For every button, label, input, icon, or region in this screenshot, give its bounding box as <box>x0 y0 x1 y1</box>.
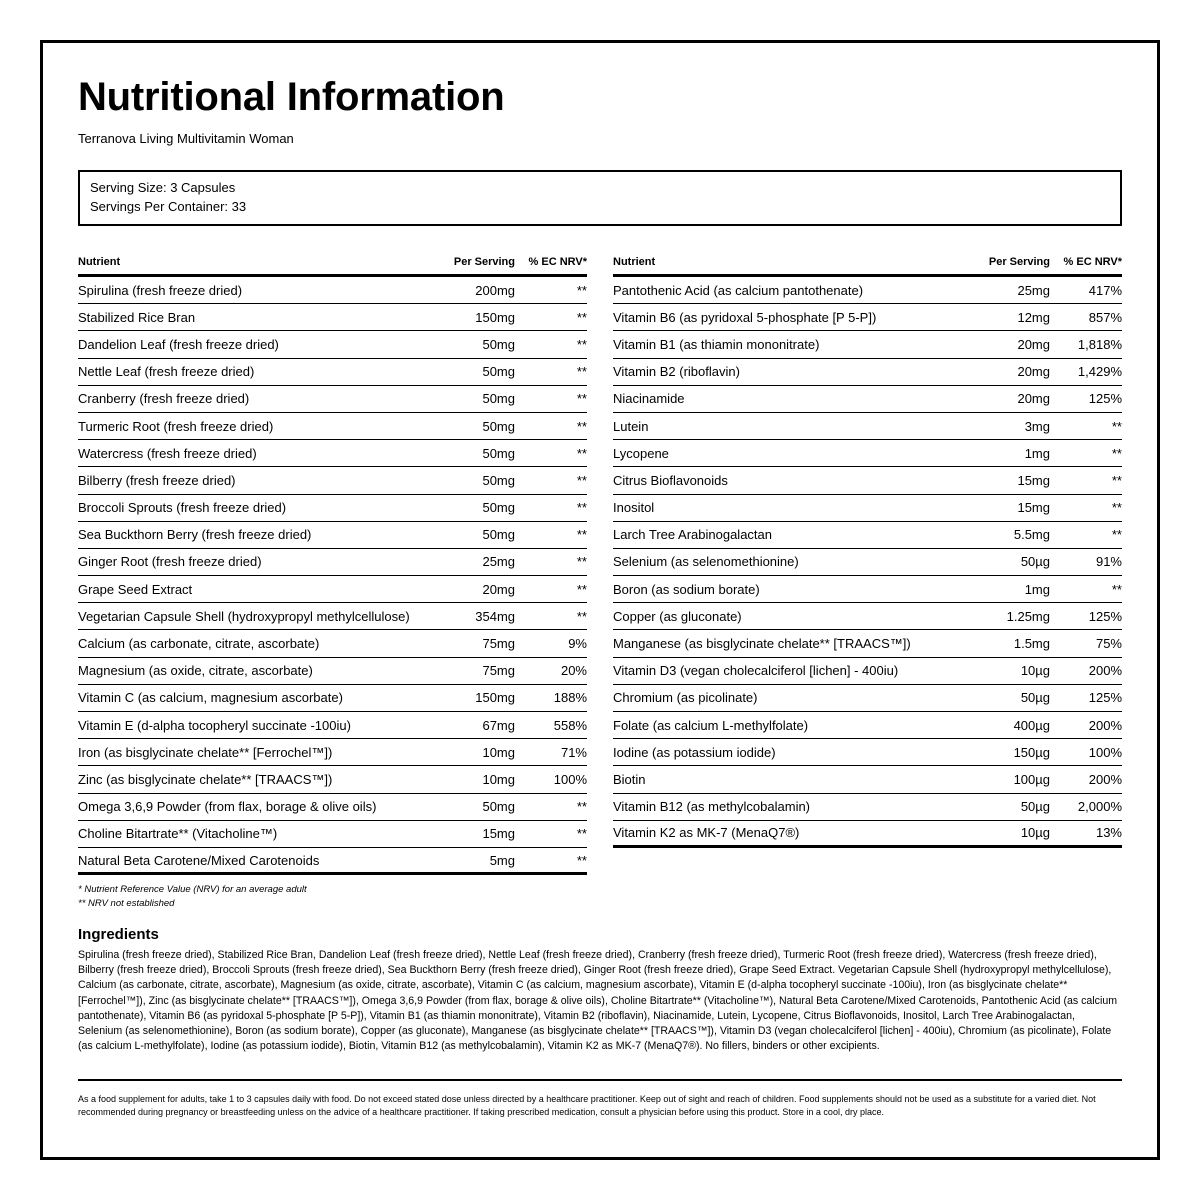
per-serving-value: 10mg <box>482 744 515 760</box>
nutrient-name: Broccoli Sprouts (fresh freeze dried) <box>78 500 287 516</box>
table-row <box>78 386 587 413</box>
per-serving-value: 50µg <box>1020 690 1050 706</box>
per-serving-value: 20mg <box>1017 391 1050 407</box>
nutrient-name: Niacinamide <box>613 391 685 407</box>
per-serving-value: 1.5mg <box>1013 636 1050 652</box>
per-serving-value: 50mg <box>482 500 515 516</box>
nrv-value: 125% <box>1088 690 1122 706</box>
table-row <box>613 712 1122 739</box>
per-serving-value: 1mg <box>1024 581 1050 597</box>
per-serving-value: 50mg <box>482 527 515 543</box>
table-row <box>78 712 587 739</box>
table-row <box>78 739 587 766</box>
per-serving-value: 10µg <box>1020 825 1050 841</box>
nrv-value: 91% <box>1095 554 1122 570</box>
nrv-value: 125% <box>1088 608 1122 624</box>
servings-per-container: Servings Per Container: 33 <box>90 199 247 214</box>
nutrient-name: Inositol <box>613 500 655 516</box>
nutrient-name: Choline Bitartrate** (Vitacholine™) <box>78 826 278 842</box>
table-row <box>78 766 587 793</box>
page-title: Nutritional Information <box>78 75 505 119</box>
nrv-value: ** <box>576 309 587 325</box>
label-frame <box>40 40 1160 1160</box>
per-serving-value: 50mg <box>482 799 515 815</box>
table-row <box>78 359 587 386</box>
nutrient-name: Larch Tree Arabinogalactan <box>613 527 772 543</box>
header-nrv: % EC NRV* <box>1063 255 1122 268</box>
per-serving-value: 150mg <box>475 690 515 706</box>
nrv-value: 200% <box>1088 771 1122 787</box>
per-serving-value: 75mg <box>482 663 515 679</box>
nrv-value: ** <box>576 418 587 434</box>
table-row <box>78 413 587 440</box>
nrv-value: ** <box>576 282 587 298</box>
nrv-value: 9% <box>568 636 587 652</box>
per-serving-value: 15mg <box>1017 500 1050 516</box>
table-row <box>78 495 587 522</box>
ingredients-heading: Ingredients <box>78 926 159 943</box>
nrv-value: 125% <box>1088 391 1122 407</box>
nutrient-name: Dandelion Leaf (fresh freeze dried) <box>78 336 279 352</box>
table-row <box>613 440 1122 467</box>
per-serving-value: 5.5mg <box>1013 527 1050 543</box>
nutrient-name: Lycopene <box>613 445 669 461</box>
table-row <box>613 386 1122 413</box>
ingredients-section <box>78 925 1122 1054</box>
table-row <box>78 549 587 576</box>
nrv-value: ** <box>576 581 587 597</box>
nrv-value: ** <box>1111 445 1122 461</box>
product-name: Terranova Living Multivitamin Woman <box>78 131 294 146</box>
nutrient-name: Nettle Leaf (fresh freeze dried) <box>78 364 255 380</box>
nutrient-name: Iron (as bisglycinate chelate** [Ferrochel™]) <box>78 744 333 760</box>
per-serving-value: 50µg <box>1020 799 1050 815</box>
usage-directions: As a food supplement for adults, take 1 to 3 capsules daily with food. Do not exceed stated dose unless directed by a healthcare practitioner. Keep out of sight and reach of children. Food supplements should not be used as a substitute for a varied diet. Not recommended during pregnancy or breastfeeding unless on the advice of a healthcare practitioner. If taking prescribed medication, consult a physician before using this product. Store in a cool, dry place. <box>78 1079 1122 1119</box>
table-row <box>78 467 587 494</box>
per-serving-value: 20mg <box>1017 336 1050 352</box>
table-row <box>613 630 1122 657</box>
table-row <box>78 603 587 630</box>
table-row <box>613 794 1122 821</box>
ingredients-text: Spirulina (fresh freeze dried), Stabilized Rice Bran, Dandelion Leaf (fresh freeze dried), Nettle Leaf (fresh freeze dried), Cranberry (fresh freeze dried), Turmeric Root (fresh freeze dried), Watercress (fresh freeze dried), Bilberry (fresh freeze dried), Broccoli Sprouts (fresh freeze dried), Sea Buckthorn Berry (fresh freeze dried), Ginger Root (fresh freeze dried), Grape Seed Extract. Vegetarian Capsule Shell (hydroxypropyl methylcellulose), Calcium (as carbonate, citrate, ascorbate), Magnesium (as oxide, citrate, ascorbate), Vitamin C (as calcium, magnesium ascorbate), Vitamin E (d-alpha tocopheryl succinate -100iu), Iron (as bisglycinate chelate** [Ferrochel™]), Zinc (as bisglycinate chelate** [TRAACS™]), Omega 3,6,9 Powder (from flax, borage & olive oils), Choline Bitartrate** (Vitacholine™), Natural Beta Carotene/Mixed Carotenoids, Pantothenic Acid (as calcium pantothenate), Vitamin B6 (as pyridoxal 5-phosphate [P 5-P]), Vitamin B1 (as thiamin mononitrate), Vitamin B2 (riboflavin), Niacinamide, Lutein, Lycopene, Citrus Bioflavonoids, Inositol, Larch Tree Arabinogalactan, Selenium (as selenomethionine), Boron (as sodium borate), Copper (as gluconate), Manganese (as bisglycinate chelate** [TRAACS™]), Vitamin D3 (vegan cholecalciferol [lichen] - 400iu), Chromium (as picolinate), Folate (as calcium L-methylfolate), Iodine (as potassium iodide), Biotin, Vitamin B12 (as methylcobalamin), Vitamin K2 as MK-7 (MenaQ7®). No fillers, binders or other excipients. <box>78 949 1118 1053</box>
table-row <box>78 848 587 875</box>
nutrient-name: Ginger Root (fresh freeze dried) <box>78 554 262 570</box>
serving-size: Serving Size: 3 Capsules <box>90 180 236 195</box>
nrv-value: 1,818% <box>1077 336 1122 352</box>
nutrient-name: Vitamin E (d-alpha tocopheryl succinate -100iu) <box>78 717 351 733</box>
table-row <box>613 821 1122 848</box>
footnote-nrv: * Nutrient Reference Value (NRV) for an average adult <box>78 884 307 895</box>
nrv-value: 1,429% <box>1077 364 1122 380</box>
nutrient-name: Selenium (as selenomethionine) <box>613 554 799 570</box>
nutrient-name: Stabilized Rice Bran <box>78 309 196 325</box>
table-row <box>613 576 1122 603</box>
table-row <box>613 522 1122 549</box>
table-row <box>613 603 1122 630</box>
footnote-not-established: ** NRV not established <box>78 898 175 909</box>
per-serving-value: 100µg <box>1013 771 1050 787</box>
table-row <box>78 576 587 603</box>
per-serving-value: 150µg <box>1013 744 1050 760</box>
header-per-serving: Per Serving <box>988 255 1050 268</box>
nrv-value: 200% <box>1088 663 1122 679</box>
nrv-value: ** <box>576 608 587 624</box>
nrv-value: ** <box>1111 581 1122 597</box>
nutrient-name: Vitamin D3 (vegan cholecalciferol [lichen] - 400iu) <box>613 663 899 679</box>
per-serving-value: 50mg <box>482 391 515 407</box>
per-serving-value: 10µg <box>1020 663 1050 679</box>
per-serving-value: 67mg <box>482 717 515 733</box>
nutrient-name: Chromium (as picolinate) <box>613 690 758 706</box>
nutrient-name: Watercress (fresh freeze dried) <box>78 445 257 461</box>
nutrient-name: Spirulina (fresh freeze dried) <box>78 282 243 298</box>
per-serving-value: 5mg <box>489 852 515 868</box>
nutrient-name: Grape Seed Extract <box>78 581 193 597</box>
nrv-value: 71% <box>560 744 587 760</box>
per-serving-value: 75mg <box>482 636 515 652</box>
table-body-left <box>78 277 587 875</box>
table-row <box>613 331 1122 358</box>
nutrient-name: Copper (as gluconate) <box>613 608 742 624</box>
nrv-value: ** <box>576 799 587 815</box>
table-row <box>613 495 1122 522</box>
nrv-value: 13% <box>1095 825 1122 841</box>
header-nutrient: Nutrient <box>613 255 656 268</box>
nutrient-name: Vitamin B1 (as thiamin mononitrate) <box>613 336 820 352</box>
nutrient-name: Bilberry (fresh freeze dried) <box>78 472 236 488</box>
nrv-value: ** <box>576 826 587 842</box>
nrv-value: ** <box>576 527 587 543</box>
per-serving-value: 50mg <box>482 336 515 352</box>
nutrient-table-right <box>613 249 1122 848</box>
nutrient-name: Vitamin K2 as MK-7 (MenaQ7®) <box>613 825 800 841</box>
table-header <box>613 249 1122 277</box>
table-header <box>78 249 587 277</box>
per-serving-value: 20mg <box>1017 364 1050 380</box>
table-body-right <box>613 277 1122 848</box>
per-serving-value: 50µg <box>1020 554 1050 570</box>
nrv-value: ** <box>576 364 587 380</box>
nrv-value: ** <box>576 336 587 352</box>
nrv-value: ** <box>1111 472 1122 488</box>
per-serving-value: 50mg <box>482 472 515 488</box>
nutrient-name: Turmeric Root (fresh freeze dried) <box>78 418 274 434</box>
table-row <box>78 440 587 467</box>
per-serving-value: 50mg <box>482 445 515 461</box>
nrv-value: 558% <box>553 717 587 733</box>
nrv-value: ** <box>576 391 587 407</box>
nrv-value: 100% <box>553 771 587 787</box>
nutrient-name: Natural Beta Carotene/Mixed Carotenoids <box>78 852 320 868</box>
nrv-value: ** <box>576 852 587 868</box>
table-row <box>78 522 587 549</box>
nutrient-name: Vegetarian Capsule Shell (hydroxypropyl methylcellulose) <box>78 608 410 624</box>
nutrient-name: Vitamin B6 (as pyridoxal 5-phosphate [P 5-P]) <box>613 309 877 325</box>
table-row <box>613 658 1122 685</box>
per-serving-value: 10mg <box>482 771 515 787</box>
nutrient-name: Folate (as calcium L-methylfolate) <box>613 717 809 733</box>
nrv-value: ** <box>576 472 587 488</box>
per-serving-value: 20mg <box>482 581 515 597</box>
nrv-value: 417% <box>1088 282 1122 298</box>
nutrient-name: Iodine (as potassium iodide) <box>613 744 776 760</box>
table-row <box>613 685 1122 712</box>
nrv-value: ** <box>1111 527 1122 543</box>
table-row <box>613 467 1122 494</box>
per-serving-value: 50mg <box>482 418 515 434</box>
nrv-value: ** <box>576 445 587 461</box>
table-row <box>78 794 587 821</box>
table-row <box>613 739 1122 766</box>
table-row <box>78 821 587 848</box>
serving-info-box <box>78 170 1122 226</box>
per-serving-value: 15mg <box>1017 472 1050 488</box>
nutrient-name: Citrus Bioflavonoids <box>613 472 728 488</box>
per-serving-value: 150mg <box>475 309 515 325</box>
nrv-value: ** <box>576 554 587 570</box>
nutrient-table-left <box>78 249 587 875</box>
table-row <box>78 277 587 304</box>
per-serving-value: 400µg <box>1013 717 1050 733</box>
per-serving-value: 12mg <box>1017 309 1050 325</box>
nrv-value: 20% <box>560 663 587 679</box>
nrv-value: 857% <box>1088 309 1122 325</box>
table-row <box>613 766 1122 793</box>
per-serving-value: 200mg <box>475 282 515 298</box>
nutrient-name: Biotin <box>613 771 646 787</box>
nutrient-name: Cranberry (fresh freeze dried) <box>78 391 250 407</box>
table-row <box>78 630 587 657</box>
per-serving-value: 25mg <box>1017 282 1050 298</box>
footnotes <box>78 883 307 911</box>
per-serving-value: 50mg <box>482 364 515 380</box>
nutrient-name: Vitamin B12 (as methylcobalamin) <box>613 799 811 815</box>
nutrient-name: Zinc (as bisglycinate chelate** [TRAACS™]) <box>78 771 333 787</box>
per-serving-value: 1.25mg <box>1006 608 1050 624</box>
nutrient-name: Manganese (as bisglycinate chelate** [TRAACS™]) <box>613 636 911 652</box>
per-serving-value: 1mg <box>1024 445 1050 461</box>
table-row <box>613 549 1122 576</box>
nrv-value: 75% <box>1095 636 1122 652</box>
nrv-value: ** <box>1111 500 1122 516</box>
nrv-value: 100% <box>1088 744 1122 760</box>
per-serving-value: 25mg <box>482 554 515 570</box>
nrv-value: 200% <box>1088 717 1122 733</box>
header-nutrient: Nutrient <box>78 255 121 268</box>
table-row <box>78 685 587 712</box>
nutrient-name: Boron (as sodium borate) <box>613 581 760 597</box>
nrv-value: ** <box>1111 418 1122 434</box>
nrv-value: ** <box>576 500 587 516</box>
nutrient-name: Lutein <box>613 418 649 434</box>
header-per-serving: Per Serving <box>453 255 515 268</box>
header-nrv: % EC NRV* <box>528 255 587 268</box>
table-row <box>613 359 1122 386</box>
nutrient-name: Magnesium (as oxide, citrate, ascorbate) <box>78 663 313 679</box>
nutrient-name: Calcium (as carbonate, citrate, ascorbate) <box>78 636 320 652</box>
table-row <box>613 304 1122 331</box>
per-serving-value: 3mg <box>1024 418 1050 434</box>
nrv-value: 188% <box>553 690 587 706</box>
per-serving-value: 354mg <box>475 608 515 624</box>
nutrient-name: Omega 3,6,9 Powder (from flax, borage & olive oils) <box>78 799 377 815</box>
nrv-value: 2,000% <box>1077 799 1122 815</box>
table-row <box>78 658 587 685</box>
table-row <box>78 331 587 358</box>
table-row <box>613 277 1122 304</box>
label-content <box>78 73 1122 1117</box>
nutrient-name: Pantothenic Acid (as calcium pantothenate) <box>613 282 864 298</box>
table-row <box>78 304 587 331</box>
table-row <box>613 413 1122 440</box>
nutrient-name: Sea Buckthorn Berry (fresh freeze dried) <box>78 527 312 543</box>
per-serving-value: 15mg <box>482 826 515 842</box>
nutrient-name: Vitamin B2 (riboflavin) <box>613 364 740 380</box>
nutrient-name: Vitamin C (as calcium, magnesium ascorbate) <box>78 690 343 706</box>
